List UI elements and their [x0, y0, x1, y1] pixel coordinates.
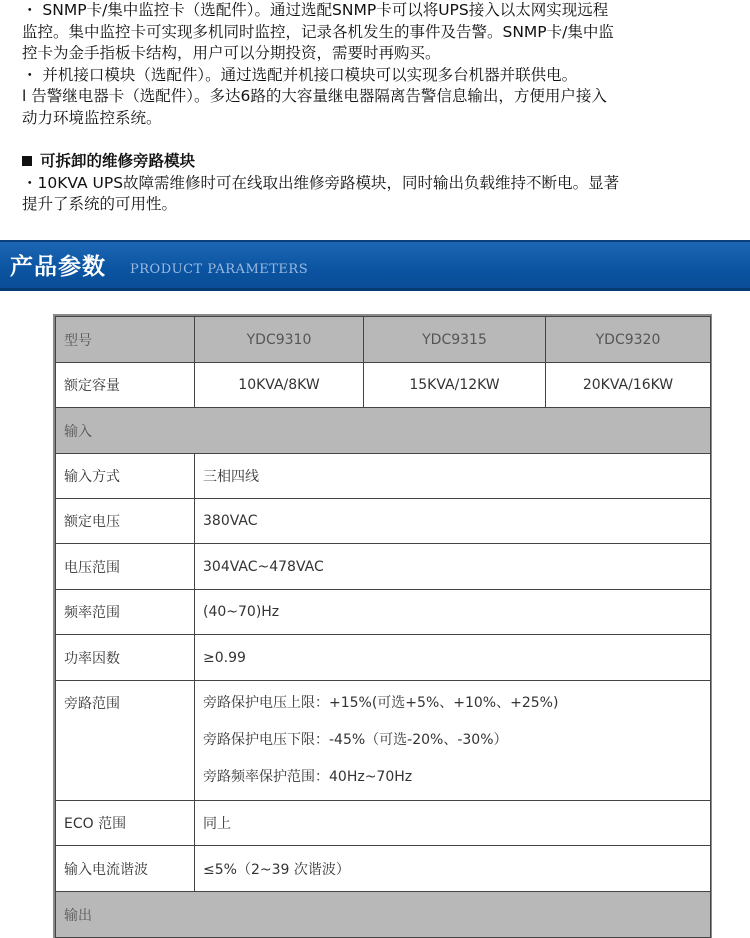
intro-line: ・ 并机接口模块（选配件）。通过选配并机接口模块可以实现多台机器并联供电。 [22, 65, 578, 84]
table-row [56, 544, 711, 590]
section-heading-text: 可拆卸的维修旁路模块 [40, 152, 196, 170]
row-label: 输入方式 [56, 454, 195, 499]
table-row [56, 454, 711, 499]
table-row [56, 590, 711, 635]
row-label: 电压范围 [56, 544, 195, 590]
cell-value: (40~70)Hz [195, 590, 711, 635]
table-row [56, 846, 711, 892]
cell-value: 10KVA/8KW [195, 363, 364, 408]
intro-line: 控卡为金手指板卡结构，用户可以分期投资，需要时再购买。 [22, 44, 441, 62]
model-name: YDC9310 [195, 317, 364, 363]
bypass-line: 旁路频率保护范围：40Hz~70Hz [203, 769, 413, 785]
row-label: 功率因数 [56, 635, 195, 681]
intro-line: 动力环境监控系统。 [22, 108, 162, 127]
model-name: YDC9320 [546, 317, 711, 363]
params-table [53, 314, 712, 938]
cell-value: 304VAC~478VAC [195, 544, 711, 590]
cell-value: 380VAC [195, 499, 711, 544]
bypass-line: 旁路保护电压上限：+15%(可选+5%、+10%、+25%) [203, 695, 559, 711]
banner-subtitle: PRODUCT PARAMETERS [130, 262, 309, 277]
intro-line: ・10KVA UPS故障需维修时可在线取出维修旁路模块，同时输出负载维持不断电。显著 [22, 173, 620, 192]
intro-line: 提升了系统的可用性。 [22, 195, 178, 213]
row-label: 额定电压 [56, 499, 195, 544]
cell-value: ≤5%（2~39 次谐波） [195, 846, 711, 892]
cell-value: 15KVA/12KW [364, 363, 546, 408]
cell-value: 同上 [195, 801, 711, 846]
bypass-line: 旁路保护电压下限：-45%（可选-20%、-30%） [203, 732, 508, 748]
row-label: 输入电流谐波 [56, 846, 195, 892]
row-label: ECO 范围 [56, 801, 195, 846]
section-label: 输出 [56, 892, 711, 938]
cell-value: 三相四线 [195, 454, 711, 499]
section-row [56, 892, 711, 938]
intro-line: l 告警继电器卡（选配件）。多达6路的大容量继电器隔离告警信息输出，方便用户接入 [22, 87, 607, 105]
header-label: 型号 [56, 317, 195, 363]
section-row [56, 408, 711, 454]
cell-value: 20KVA/16KW [546, 363, 711, 408]
table-row [56, 363, 711, 408]
row-label: 旁路范围 [56, 681, 195, 801]
cell-value: ≥0.99 [195, 635, 711, 681]
table-row [56, 635, 711, 681]
table-row [56, 801, 711, 846]
section-banner [0, 240, 750, 291]
section-label: 输入 [56, 408, 711, 454]
model-name: YDC9315 [364, 317, 546, 363]
square-bullet-icon [22, 156, 32, 166]
intro-line: ・ SNMP卡/集中监控卡（选配件）。通过选配SNMP卡可以将UPS接入以太网实现远程 [22, 1, 609, 19]
cell-value [195, 681, 711, 801]
intro-text [22, 0, 732, 216]
intro-line: 监控。集中监控卡可实现多机同时监控，记录各机发生的事件及告警。SNMP卡/集中监 [22, 22, 614, 41]
table-row [56, 681, 711, 801]
banner-title: 产品参数 [10, 254, 106, 280]
table-header-row [56, 317, 711, 363]
row-label: 额定容量 [56, 363, 195, 408]
section-heading [22, 151, 732, 173]
row-label: 频率范围 [56, 590, 195, 635]
table-row [56, 499, 711, 544]
